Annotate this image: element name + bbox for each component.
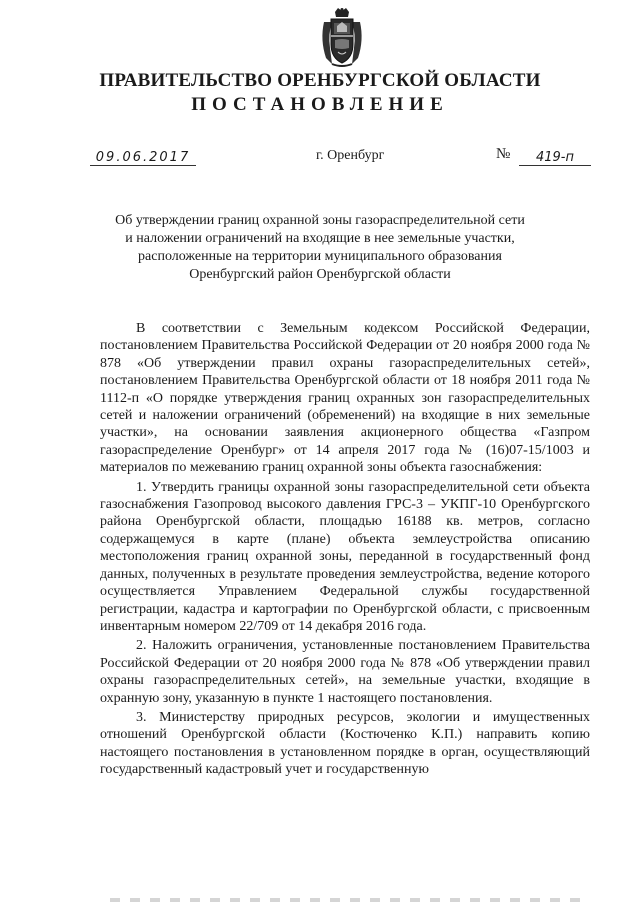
coat-of-arms-icon: [318, 8, 366, 68]
clause-paragraph: 1. Утвердить границы охранной зоны газораспределительной сети объекта газоснабжения Газопровод высокого давления ГРС-3 – УКПГ-10 Оренбургского района Оренбургской области, площадью 16188 кв. метров, согласно содержащемуся в карте (плане) объекта землеустройства описанию местоположения границ охранной зоны, переданной в государственный фонд данных, полученных в результате проведения землеустройства, ведение которого осуществляется Управлением Федеральной службы государственной регистрации, кадастра и картографии по Оренбургской области, с присвоенным инвентарным номером 22/709 от 14 декабря 2016 года.: [100, 479, 590, 634]
preamble-paragraph: В соответствии с Земельным кодексом Российской Федерации, постановлением Правительства Российской Федерации от 20 ноября 2000 года № 878 «Об утверждении правил охраны газораспределительных сетей», постановлением Правительства Оренбургской области от 18 ноября 2011 года № 1112-п «О порядке утверждения границ охранных зон газораспределительных сетей и наложении ограничений (обременений) на входящие в них земельные участки», на основании заявления акционерного общества «Газпром газораспределение Оренбург» от 14 апреля 2017 года № (16)07-15/1003 и материалов по межеванию границ охранной зоны объекта газоснабжения:: [100, 321, 590, 476]
clause-paragraph: 2. Наложить ограничения, установленные постановлением Правительства Российской Федерации от 20 ноября 2000 года № 878 «Об утверждении правил охраны газораспределительных сетей», на земельные участки, входящие в охранную зону, указанную в пункте 1 настоящего постановления.: [100, 638, 590, 706]
document-city: г. Оренбург: [316, 148, 385, 163]
number-label: №: [496, 146, 511, 162]
document-body: [100, 320, 590, 779]
title-line: расположенные на территории муниципального образования: [138, 249, 502, 264]
document-number: 419-п: [519, 150, 591, 166]
document-date: 09.06.2017: [90, 150, 196, 166]
document-title: [60, 212, 580, 284]
government-name: ПРАВИТЕЛЬСТВО ОРЕНБУРГСКОЙ ОБЛАСТИ: [99, 70, 541, 91]
clause-paragraph: 3. Министерству природных ресурсов, экологии и имущественных отношений Оренбургской области (Костюченко К.П.) направить копию настоящего постановления в установленном порядке в орган, осуществляющий государственный кадастровый учет и государственную: [100, 709, 590, 778]
title-line: Оренбургский район Оренбургской области: [189, 267, 451, 282]
title-line: Об утверждении границ охранной зоны газораспределительной сети: [115, 213, 525, 228]
next-line-cutoff: [110, 898, 590, 902]
title-line: и наложении ограничений на входящие в нее земельные участки,: [125, 231, 515, 246]
document-type: ПОСТАНОВЛЕНИЕ: [191, 94, 449, 115]
